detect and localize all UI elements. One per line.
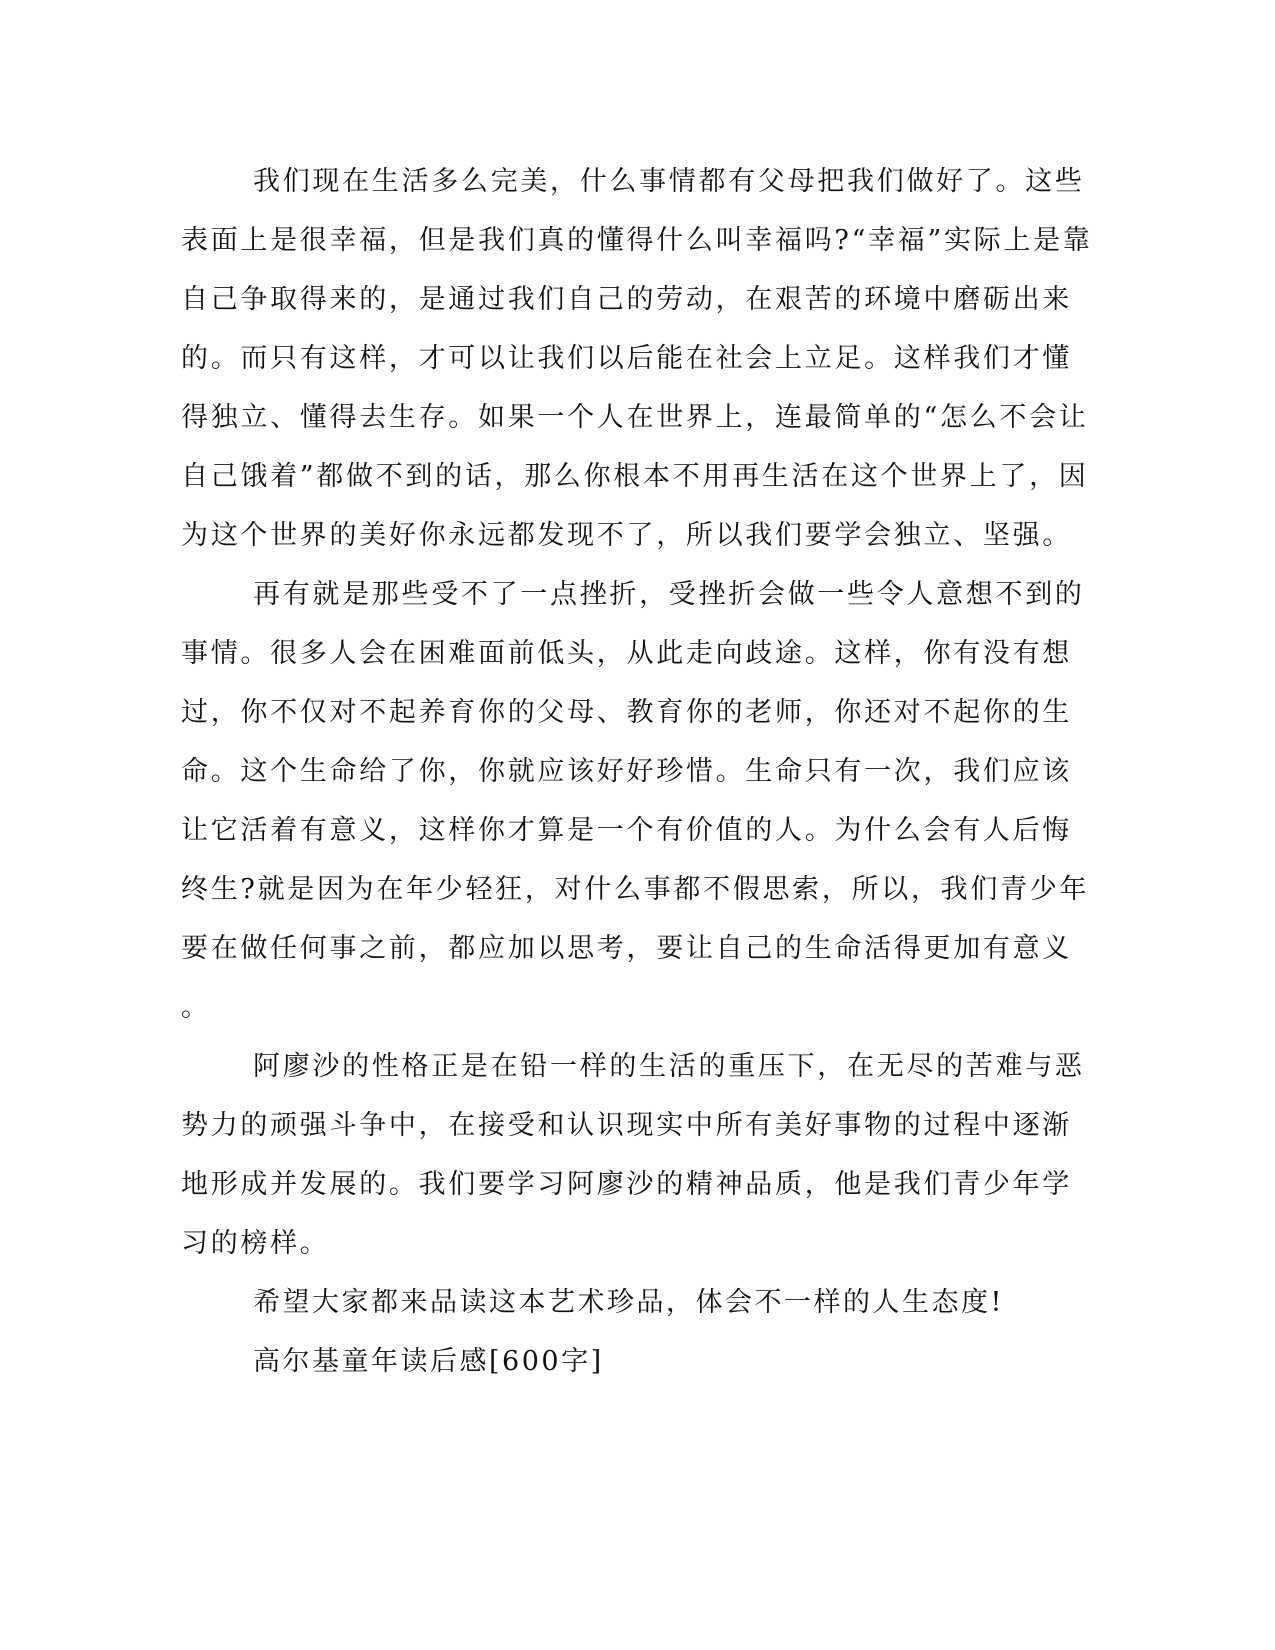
text-line: 自己争取得来的，是通过我们自己的劳动，在艰苦的环境中磨砺出来 [181,284,1072,315]
text-line: 让它活着有意义，这样你才算是一个有价值的人。为什么会有人后悔 [181,815,1072,846]
text-line: 的。而只有这样，才可以让我们以后能在社会上立足。这样我们才懂 [181,343,1072,374]
text-line: 事情。很多人会在困难面前低头，从此走向歧途。这样，你有没有想 [181,638,1072,669]
text-line: 。 [181,992,211,1023]
text-line: 命。这个生命给了你，你就应该好好珍惜。生命只有一次，我们应该 [181,756,1072,787]
text-line: 地形成并发展的。我们要学习阿廖沙的精神品质，他是我们青少年学 [181,1169,1072,1200]
text-line: 过，你不仅对不起养育你的父母、教育你的老师，你还对不起你的生 [181,697,1072,728]
text-line: 得独立、懂得去生存。如果一个人在世界上，连最简单的“怎么不会让 [181,402,1089,433]
text-line: 表面上是很幸福，但是我们真的懂得什么叫幸福吗?“幸福”实际上是靠 [181,225,1093,256]
text-line: 我们现在生活多么完美，什么事情都有父母把我们做好了。这些 [253,166,1085,197]
text-line: 阿廖沙的性格正是在铅一样的生活的重压下，在无尽的苦难与恶 [253,1051,1085,1082]
text-line: 为这个世界的美好你永远都发现不了，所以我们要学会独立、坚强。 [181,520,1072,551]
body-text [181,152,1093,1391]
text-line: 要在做任何事之前，都应加以思考，要让自己的生命活得更加有意义 [181,933,1072,964]
document-heading: 高尔基童年读后感[600字] [253,1346,604,1377]
text-line: 希望大家都来品读这本艺术珍品，体会不一样的人生态度! [253,1287,1004,1318]
text-line: 势力的顽强斗争中，在接受和认识现实中所有美好事物的过程中逐渐 [181,1110,1072,1141]
text-line: 终生?就是因为在年少轻狂，对什么事都不假思索，所以，我们青少年 [181,874,1090,905]
text-line: 习的榜样。 [181,1228,330,1259]
text-line: 自己饿着”都做不到的话，那么你根本不用再生活在这个世界上了，因 [181,461,1089,492]
text-line: 再有就是那些受不了一点挫折，受挫折会做一些令人意想不到的 [253,579,1085,610]
